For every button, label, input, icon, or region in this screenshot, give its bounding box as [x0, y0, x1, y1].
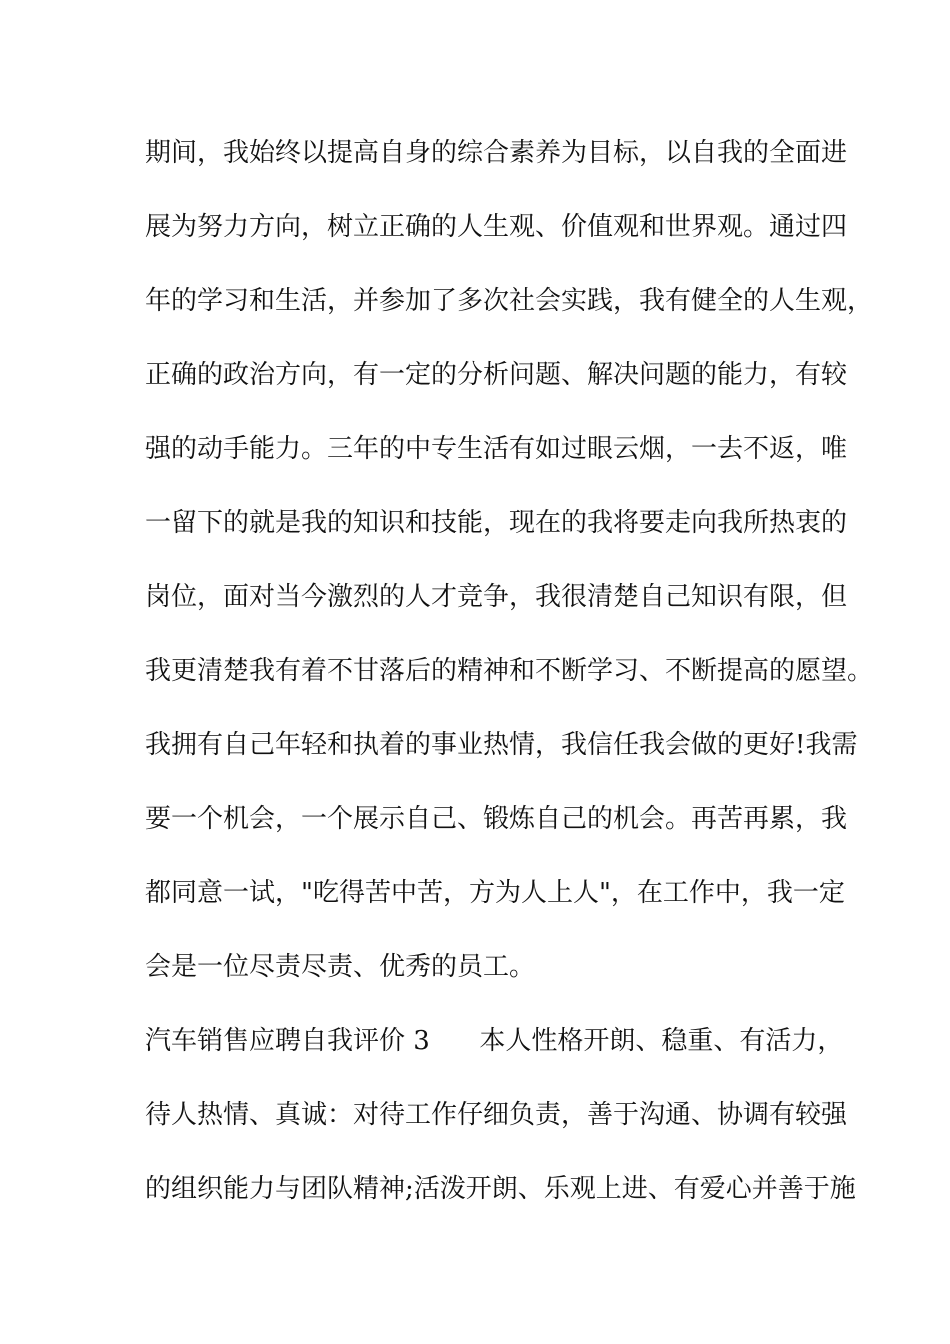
text-line: 要一个机会，一个展示自己、锻炼自己的机会。再苦再累，我 [145, 804, 848, 834]
text-line: 展为努力方向，树立正确的人生观、价值观和世界观。通过四 [145, 212, 848, 242]
text-line: 正确的政治方向，有一定的分析问题、解决问题的能力，有较 [145, 360, 848, 390]
text-line: 会是一位尽责尽责、优秀的员工。 [145, 952, 536, 982]
text-line: 我拥有自己年轻和执着的事业热情，我信任我会做的更好!我需 [145, 730, 858, 760]
text-line: 期间，我始终以提高自身的综合素养为目标，以自我的全面进 [145, 138, 848, 168]
text-line: 的组织能力与团队精神;活泼开朗、乐观上进、有爱心并善于施 [145, 1174, 856, 1204]
text-line: 岗位，面对当今激烈的人才竞争，我很清楚自己知识有限，但 [145, 582, 848, 612]
text-line: 强的动手能力。三年的中专生活有如过眼云烟，一去不返，唯 [145, 434, 848, 464]
text-line: 年的学习和生活，并参加了多次社会实践，我有健全的人生观， [145, 286, 874, 316]
section-heading-line: 汽车销售应聘自我评价 3 本人性格开朗、稳重、有活力， [145, 1026, 844, 1056]
text-line: 一留下的就是我的知识和技能，现在的我将要走向我所热衷的 [145, 508, 848, 538]
text-line: 待人热情、真诚：对待工作仔细负责，善于沟通、协调有较强 [145, 1100, 848, 1130]
text-line: 都同意一试，"吃得苦中苦，方为人上人"，在工作中，我一定 [145, 878, 845, 908]
text-line: 我更清楚我有着不甘落后的精神和不断学习、不断提高的愿望。 [145, 656, 874, 686]
